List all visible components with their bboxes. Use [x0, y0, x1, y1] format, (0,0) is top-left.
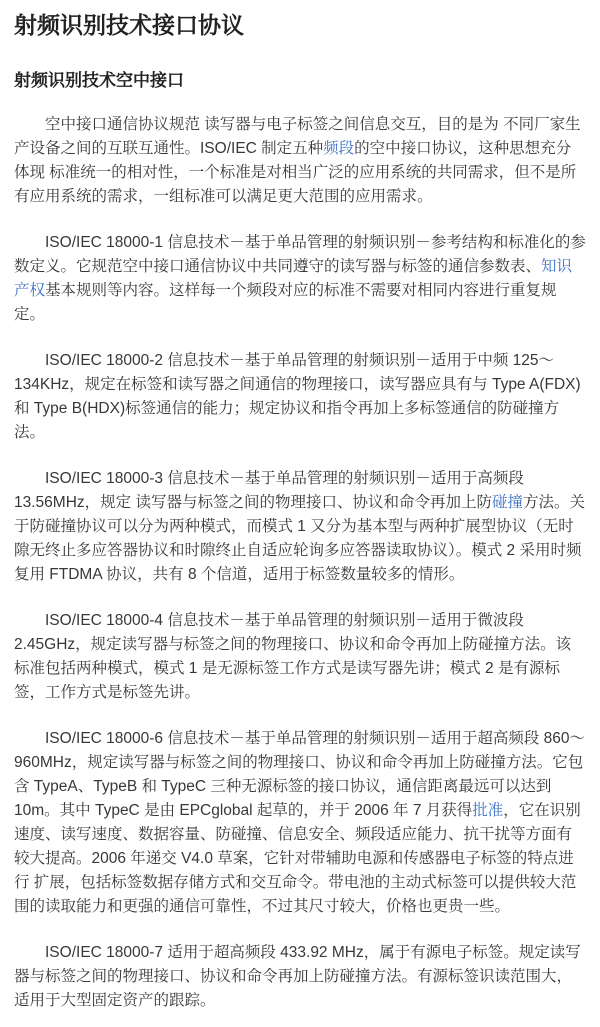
inline-link[interactable]: 知识产权: [14, 258, 573, 299]
text-run: 基本规则等内容。这样每一个频段对应的标准不需要对相同内容进行重复规定。: [14, 282, 557, 323]
paragraph: [14, 113, 586, 209]
text-run: 空中接口通信协议规范 读写器与电子标签之间信息交互，目的是为 不同厂家生产设备之间的互联互通性。ISO/IEC 制定五种: [14, 116, 581, 157]
text-run: ISO/IEC 18000-2 信息技术－基于单品管理的射频识别－适用于中频 125～134KHz，规定在标签和读写器之间通信的物理接口，读写器应具有与 Type A(FDX)和 Type B(HDX)标签通信的能力；规定协议和指令再加上多标签通信的防碰撞方法。: [14, 352, 581, 441]
text-run: 的空中接口协议，这种思想充分体现 标准统一的相对性，一个标准是对相当广泛的应用系统的共同需求，但不是所有应用系统的需求，一组标准可以满足更大范围的应用需求。: [14, 140, 577, 205]
article-body: [14, 113, 586, 1013]
section-heading: 射频识别技术空中接口: [14, 71, 184, 90]
paragraph: [14, 941, 586, 1013]
text-run: ISO/IEC 18000-4 信息技术－基于单品管理的射频识别－适用于微波段 2.45GHz，规定读写器与标签之间的物理接口、协议和命令再加上防碰撞方法。该标准包括两种模式，模式 1 是无源标签工作方式是读写器先讲；模式 2 是有源标签，工作方式是标签先讲。: [14, 612, 572, 701]
paragraph: [14, 231, 586, 327]
text-run: 方法。关于防碰撞协议可以分为两种模式，而模式 1 又分为基本型与两种扩展型协议（无时隙无终止多应答器协议和时隙终止自适应轮询多应答器读取协议）。模式 2 采用时频复用 FTDMA 协议，共有 8 个信道，适用于标签数量较多的情形。: [14, 494, 585, 583]
text-run: ISO/IEC 18000-3 信息技术－基于单品管理的射频识别－适用于高频段 13.56MHz，规定 读写器与标签之间的物理接口、协议和命令再加上防: [14, 470, 524, 511]
inline-link[interactable]: 频段: [323, 140, 355, 157]
text-run: ，它在识别速度、读写速度、数据容量、防碰撞、信息安全、频段适应能力、抗干扰等方面有较大提高。2006 年递交 V4.0 草案，它针对带辅助电源和传感器电子标签的特点进行 扩展，包括标签数据存储方式和交互命令。带电池的主动式标签可以提供较大范围的读取能力和更强的通信可靠性，不过其尺寸较大，价格也更贵一些。: [14, 802, 581, 915]
text-run: ISO/IEC 18000-1 信息技术－基于单品管理的射频识别－参考结构和标准化的参数定义。它规范空中接口通信协议中共同遵守的读写器与标签的通信参数表、: [14, 234, 586, 275]
paragraph: [14, 727, 586, 919]
paragraph: [14, 467, 586, 587]
inline-link[interactable]: 批准: [472, 802, 504, 819]
inline-link[interactable]: 碰撞: [491, 494, 523, 511]
paragraph: [14, 609, 586, 705]
page-title: 射频识别技术接口协议: [14, 12, 244, 38]
paragraph: [14, 349, 586, 445]
text-run: ISO/IEC 18000-7 适用于超高频段 433.92 MHz，属于有源电子标签。规定读写器与标签之间的物理接口、协议和命令再加上防碰撞方法。有源标签识读范围大，适用于大型固定资产的跟踪。: [14, 944, 581, 1009]
text-run: ISO/IEC 18000-6 信息技术－基于单品管理的射频识别－适用于超高频段 860～960MHz，规定读写器与标签之间的物理接口、协议和命令再加上防碰撞方法。它包含 TypeA、TypeB 和 TypeC 三种无源标签的接口协议，通信距离最远可以达到 10m。其中 TypeC 是由 EPCglobal 起草的，并于 2006 年 7 月获得: [14, 730, 586, 819]
